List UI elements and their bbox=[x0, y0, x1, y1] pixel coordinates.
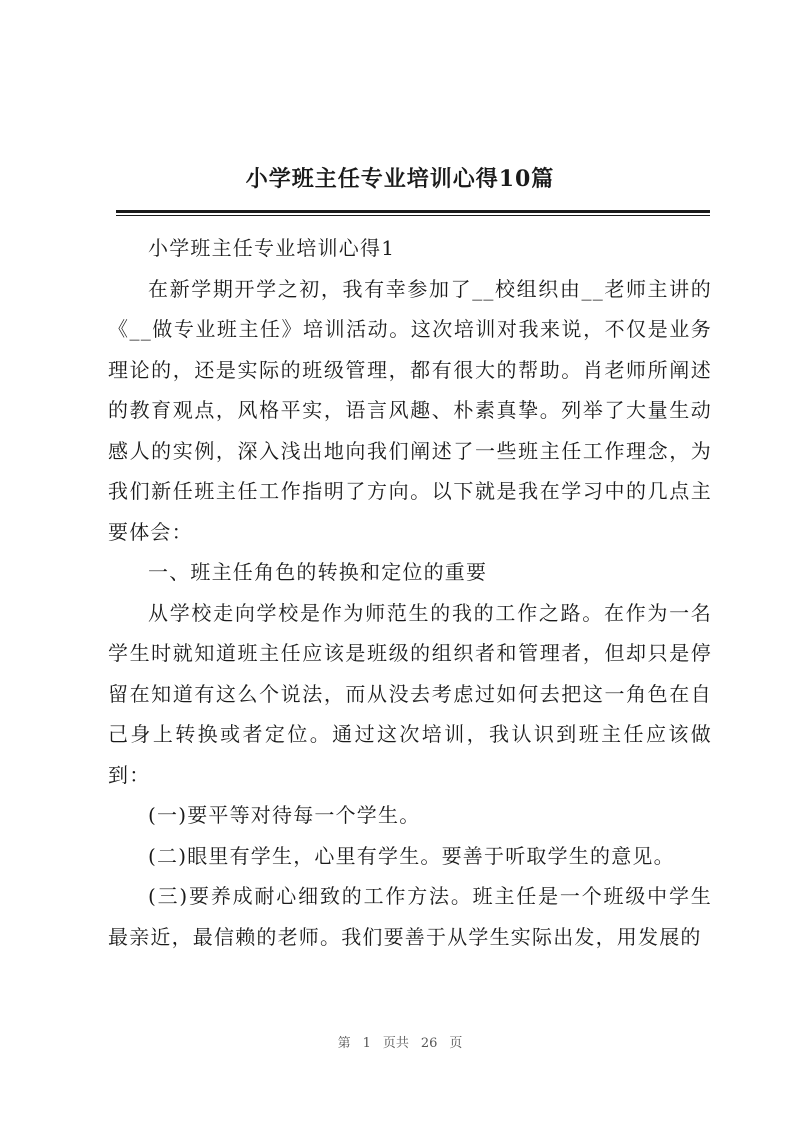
subsection-heading: 一、班主任角色的转换和定位的重要 bbox=[148, 560, 488, 584]
document-body bbox=[108, 228, 712, 957]
page-footer bbox=[0, 1032, 800, 1051]
title-divider-thick bbox=[116, 210, 710, 213]
page-label-prefix: 第 bbox=[337, 1036, 351, 1051]
section-heading: 小学班主任专业培训心得1 bbox=[148, 236, 396, 260]
page-label-mid: 页共 bbox=[382, 1036, 409, 1051]
list-item: (三)要养成耐心细致的工作方法。班主任是一个班级中学生最亲近，最信赖的老师。我们要善于从学生实际出发，用发展的 bbox=[108, 884, 712, 949]
page-label-suffix: 页 bbox=[449, 1036, 463, 1051]
body-paragraph: 从学校走向学校是作为师范生的我的工作之路。在作为一名学生时就知道班主任应该是班级的组织者和管理者，但却只是停留在知道有这么个说法，而从没去考虑过如何去把这一角色在自己身上转换或者定位。通过这次培训，我认识到班主任应该做到： bbox=[108, 600, 712, 787]
body-paragraph: 在新学期开学之初，我有幸参加了__校组织由__老师主讲的《__做专业班主任》培训活动。这次培训对我来说，不仅是业务理论的，还是实际的班级管理，都有很大的帮助。肖老师所阐述的教育观点，风格平实，语言风趣、朴素真挚。列举了大量生动感人的实例，深入浅出地向我们阐述了一些班主任工作理念，为我们新任班主任工作指明了方向。以下就是我在学习中的几点主要体会： bbox=[108, 276, 712, 544]
list-item: (一)要平等对待每一个学生。 bbox=[148, 803, 421, 827]
document-title: 小学班主任专业培训心得10篇 bbox=[245, 166, 555, 192]
total-pages-number: 26 bbox=[420, 1036, 438, 1051]
current-page-number: 1 bbox=[362, 1036, 371, 1051]
title-divider-thin bbox=[116, 215, 710, 216]
list-item: (二)眼里有学生，心里有学生。要善于听取学生的意见。 bbox=[148, 843, 675, 868]
